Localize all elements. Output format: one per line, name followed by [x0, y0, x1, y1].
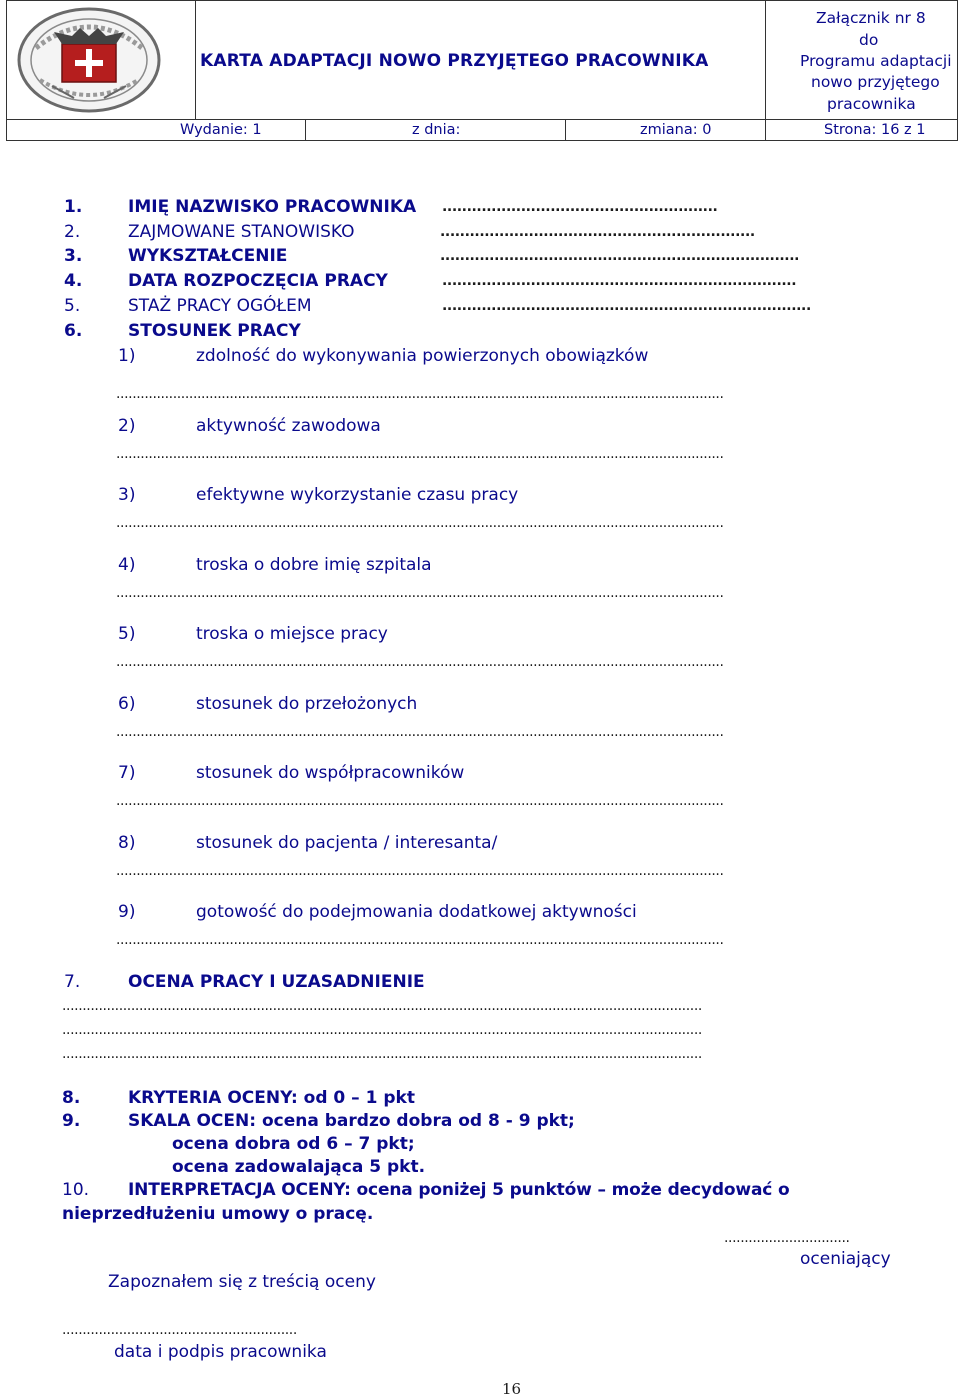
employee-signature-label: data i podpis pracownika — [114, 1342, 327, 1362]
annex-line-5: pracownika — [827, 95, 916, 113]
sub-4-label: troska o dobre imię szpitala — [196, 555, 432, 575]
annex-line-3: Programu adaptacji — [800, 52, 952, 70]
sub-8-num: 8) — [118, 833, 136, 853]
sub-2-dots: ...................................................................................................................................................... — [116, 446, 724, 462]
sub-2-label: aktywność zawodowa — [196, 416, 381, 436]
item-3-dots: ......................................................................... — [440, 248, 800, 264]
item-1-label: IMIĘ NAZWISKO PRACOWNIKA — [128, 197, 417, 217]
sub-7-label: stosunek do współpracowników — [196, 763, 465, 783]
sub-1-dots: ...................................................................................................................................................... — [116, 386, 724, 402]
section-10-line-2: nieprzedłużeniu umowy o pracę. — [62, 1204, 374, 1224]
sub-4-num: 4) — [118, 555, 136, 575]
sub-6-label: stosunek do przełożonych — [196, 694, 418, 714]
sub-4-dots: ...................................................................................................................................................... — [116, 585, 724, 601]
item-4-num: 4. — [64, 271, 83, 291]
sub-5-dots: ...................................................................................................................................................... — [116, 654, 724, 670]
employee-signature-line: .......................................................... — [62, 1322, 297, 1338]
item-3-label: WYKSZTAŁCENIE — [128, 246, 288, 266]
section-10-label: INTERPRETACJA OCENY: ocena poniżej 5 punktów – może decydować o — [128, 1180, 790, 1200]
document-title: KARTA ADAPTACJI NOWO PRZYJĘTEGO PRACOWNIKA — [200, 51, 709, 71]
section-10-num: 10. — [62, 1180, 90, 1200]
section-9-line-2: ocena dobra od 6 – 7 pkt; — [172, 1134, 415, 1154]
section-8-label: KRYTERIA OCENY: od 0 – 1 pkt — [128, 1088, 415, 1108]
item-5-num: 5. — [64, 296, 81, 316]
sub-8-label: stosunek do pacjenta / interesanta/ — [196, 833, 498, 853]
sub-5-label: troska o miejsce pracy — [196, 624, 388, 644]
sub-7-num: 7) — [118, 763, 136, 783]
item-6-label: STOSUNEK PRACY — [128, 321, 301, 341]
section-7-label: OCENA PRACY I UZASADNIENIE — [128, 972, 425, 992]
acknowledgement-text: Zapoznałem się z treścią oceny — [108, 1272, 376, 1292]
section-8-num: 8. — [62, 1088, 81, 1108]
revision-label: zmiana: 0 — [640, 122, 712, 138]
sub-3-dots: ...................................................................................................................................................... — [116, 515, 724, 531]
sub-1-label: zdolność do wykonywania powierzonych obowiązków — [196, 346, 649, 366]
sub-3-label: efektywne wykorzystanie czasu pracy — [196, 485, 519, 505]
annex-line-4: nowo przyjętego — [811, 73, 940, 91]
item-4-label: DATA ROZPOCZĘCIA PRACY — [128, 271, 388, 291]
page-number: 16 — [502, 1380, 522, 1398]
item-5-label: STAŻ PRACY OGÓŁEM — [128, 296, 312, 316]
sub-7-dots: ...................................................................................................................................................... — [116, 793, 724, 809]
item-2-num: 2. — [64, 222, 81, 242]
section-7-num: 7. — [64, 972, 81, 992]
date-label: z dnia: — [412, 122, 461, 138]
sub-1-num: 1) — [118, 346, 136, 366]
item-6-num: 6. — [64, 321, 83, 341]
section-7-line-2: .............................................................................................................................................................. — [62, 1022, 702, 1038]
sub-9-label: gotowość do podejmowania dodatkowej aktywności — [196, 902, 637, 922]
item-1-dots: ........................................................ — [442, 199, 718, 215]
annex-line-1: Załącznik nr 8 — [816, 9, 926, 27]
evaluator-label: oceniający — [800, 1249, 891, 1269]
item-1-num: 1. — [64, 197, 83, 217]
sub-9-num: 9) — [118, 902, 136, 922]
section-7-line-1: .............................................................................................................................................................. — [62, 998, 702, 1014]
page-counter: Strona: 16 z 1 — [824, 122, 926, 138]
sub-8-dots: ...................................................................................................................................................... — [116, 863, 724, 879]
annex-line-2: do — [859, 31, 879, 49]
item-3-num: 3. — [64, 246, 83, 266]
section-9-num: 9. — [62, 1111, 81, 1131]
item-4-dots: ........................................................................ — [442, 273, 797, 289]
sub-5-num: 5) — [118, 624, 136, 644]
item-2-dots: ................................................................ — [440, 224, 755, 240]
sub-3-num: 3) — [118, 485, 136, 505]
evaluator-signature-line: ............................... — [724, 1230, 850, 1246]
section-9-line-3: ocena zadowalająca 5 pkt. — [172, 1157, 426, 1177]
item-5-dots: ........................................................................... — [442, 298, 811, 314]
sub-6-num: 6) — [118, 694, 136, 714]
edition-label: Wydanie: 1 — [180, 122, 262, 138]
section-9-label: SKALA OCEN: ocena bardzo dobra od 8 - 9 pkt; — [128, 1111, 575, 1131]
section-7-line-3: .............................................................................................................................................................. — [62, 1046, 702, 1062]
sub-6-dots: ...................................................................................................................................................... — [116, 724, 724, 740]
sub-2-num: 2) — [118, 416, 136, 436]
hospital-seal-icon — [14, 6, 164, 114]
sub-9-dots: ...................................................................................................................................................... — [116, 932, 724, 948]
item-2-label: ZAJMOWANE STANOWISKO — [128, 222, 355, 242]
